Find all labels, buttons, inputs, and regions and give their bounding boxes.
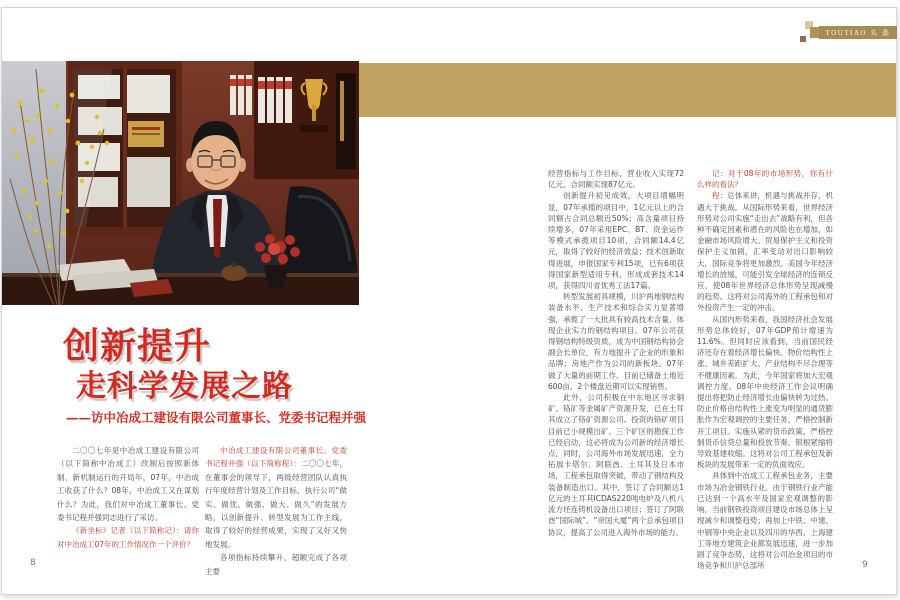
answer-1-body: 二〇〇七年，在董事会的领导下，两级经营团队认真执行年度经营计划及工作目标，执行公司“做实、做优、做强、做大、做久”的发展方略，以创新提升、转型发展为工作主线，取得了较好的经营成果，实现了又好又快地发展。 bbox=[205, 459, 348, 549]
article-title-line1: 创新提升 bbox=[63, 326, 212, 367]
answer-1-paragraph-4: 转型发展初具规模，川沪两地钢结构装备水平、生产技术和综合实力显著增强，承揽了一大批具有较高技术含量、体现企业实力的钢结构项目。07年公司获得钢结构特级资质，成为中国钢结构协会副会长单位，有力地提升了企业的形象和品牌；房地产作为公司的新板块。07年做了大量的前期工作。目前已储备土地近600亩，2个楼盘近期可以实现销售。 bbox=[548, 292, 684, 391]
answer-2-body: 总体来讲，机遇与挑战并存，机遇大于挑战。从国际形势来看，世界经济形势对公司实施“走出去”战略有利，但各种不确定因素和潜在的风险也在增加，如金融市场风险增大。贸易保护主义和投资保护主义加剧，汇率变动对出口影响较大，国际竞争将更加激烈。美国今年经济增长的放缓，可能引发全球经济的连锁反应，使08年世界经济总体形势呈现减慢的趋势。这将对公司海外的工程承包和对外投资产生一定的冲击。 bbox=[697, 191, 834, 313]
right-column-2 bbox=[697, 168, 833, 571]
article-title-line2: 走科学发展之路 bbox=[76, 369, 293, 404]
answer-1-lead: 中冶成工建设有限公司董事长、党委书记程并强（以下简称程）： bbox=[205, 446, 347, 469]
answer-2-paragraph-3: 具体到中冶成工工程承包业务，主要市场为冶金钢铁行业。由于钢铁行业产能已达到一个高水平及国家宏观调整的影响，当前钢铁投资项目建设市场总体上呈现减少和调整趋势；再加上中铁、中建、中钢等中央企业以及四川的华西、上海建工等地方建筑企业都发展迅速，进一步加剧了竞争态势，这将对公司冶金项目的市场竞争和川沪总部所 bbox=[697, 471, 833, 571]
answer-1-paragraph-2-continued: 经营指标与工作目标，营业收入实现72亿元，合同额实现87亿元。 bbox=[548, 169, 684, 190]
answer-2-lead: 程： bbox=[712, 191, 728, 201]
executive-photo bbox=[2, 61, 359, 305]
answer-1-paragraph-5: 此外，公司积极在中东地区寻求铜矿、铬矿等金属矿产资源开发，已在土耳其成立了铬矿资源公司。投资的铬矿项目目前已小规模出矿。三个矿区的勘探工作已经启动，这必将成为公司新的经济增长点，同时，公司海外市场发展迅速，全力拓展卡塔尔、阿联酋、土耳其及日本市场，工程承包取得突破，带动了钢结构及装备制造出口。其中，签订了合同额达1亿元的土耳其ICDAS220吨电炉及八机八流方坯连铸机设备出口项目；签订了阿联酋“国际城”、“帝国大厦”两个总承包项目协议，提高了公司进入海外市场的能力。 bbox=[548, 393, 684, 537]
reporter-question-1: 《新坐标》记者（以下简称记）：请你对中冶成工07年的工作情况作一个评价？ bbox=[57, 526, 199, 549]
section-header-bar bbox=[819, 26, 897, 39]
answer-2-paragraph-1 bbox=[697, 190, 833, 313]
page-number-left: 8 bbox=[30, 558, 36, 568]
page-number-right: 9 bbox=[862, 560, 868, 570]
glass-cabinet bbox=[68, 61, 182, 237]
answer-1-paragraph-2: 各项指标持续攀升，超额完成了各项主要 bbox=[205, 553, 347, 576]
right-column-1 bbox=[548, 168, 684, 538]
intro-paragraph: 二〇〇七年是中冶成工建设有限公司（以下简称中冶成工）改制后按照新体制、新机制运行的开局年，07年，中冶成工收获了什么？08年，中冶成工又在谋划什么？为此，我们对中冶成工董事长、党委书记程并强同志进行了采访。 bbox=[57, 446, 199, 523]
answer-2-paragraph-2: 从国内形势来看，我国经济社会发展形势总体较好，07年GDP预计增速为11.6%。但同时应该看到，当前国民经济还存在着经济增长偏快、物价结构性上涨、城乡差距扩大、产业结构不尽合理等不健康因素。为此，今年国家将加大宏观调控力度。08年中央经济工作会议明确提出将把防止经济增长由偏快转为过热、防止价格由结构性上涨变为明显的通货膨胀作为宏观调控的主要任务，严格控制新开工项目。实施从紧的货币政策，严格控制货币信贷总量和投放节奏。银根紧缩将导致基建收缩。这将对公司工程承包及新板块的发展带来一定的负面效应。 bbox=[697, 314, 833, 470]
section-square-icon bbox=[800, 36, 806, 42]
answer-1-paragraph-3: 创新提升初见成效，大项目增幅明显，07年承揽的项目中，1亿元以上的合同额占合同总额近50%；高含量项目持续增多，07年采用EPC、BT、资金运作等模式承揽项目10项，合同额14.4亿元，取得了较好的经济效益；技术创新取得进展，申报国家专利15项，已有6项获得国家新型适用专利，形成成套技术14项，获得四川省优秀工法17篇。 bbox=[548, 191, 684, 291]
left-column-a bbox=[57, 444, 199, 551]
article-subtitle: ——访中冶成工建设有限公司董事长、党委书记程并强 bbox=[66, 410, 367, 425]
gold-band bbox=[359, 63, 896, 117]
section-header-label: TOUTIAO 头 条 bbox=[825, 28, 891, 37]
reporter-question-2: 记：对于08年的市场形势，你有什么样的看法？ bbox=[697, 169, 833, 190]
left-column-b bbox=[205, 444, 347, 578]
answer-1-paragraph-1 bbox=[205, 444, 347, 551]
